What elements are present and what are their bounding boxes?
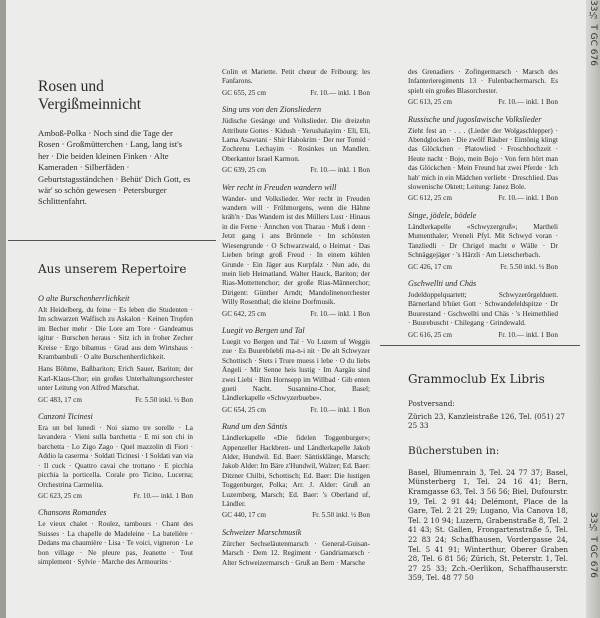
catalog-number: GC 654, 25 cm [222,405,266,414]
album-title: Singe, jödele, bödele [408,210,477,220]
album-tracks: Ländlerkapelle «Die fidelen Toggenburger»; Appenzeller Hackbrett- und Ländlerkapelle Jakob Alder, Hundwil. Ed. Baer: Säntisklänge, Marsch; Jakob Alder: Im Bäre z'Hundwil, Walzer; Ed. Baer: Ditzner Chilbi, Schottisch; Ed. Baer: Die lustigen Toggenburger, Polka; Arr. J. Alder: Gruß an Luzernberg, Marsch; Ed. Baer: 's Oberland uf, Ländler. [222,434,370,509]
album-entry [408,68,558,108]
catalog-number: GC 440, 17 cm [222,511,266,520]
repertoire-column-1 [38,287,193,567]
catalog-number: GC 612, 25 cm [408,194,452,203]
album-catalog-row [408,331,558,340]
album-tracks: Alt Heidelberg, du feine · Es leben die Studenten · Im schwarzen Walfisch zu Askalon · Keinen Tropfen im Becher mehr · Die Lore am Tore · Gandeamus igitur · Burschen heraus · Sitz ich in froher Zecher Kreise · Ergo bibamus · Grad aus dem Wirtshaus · Krambambuli · O alte Burschenherrlichkeit. [38,306,193,362]
album-catalog-row [222,511,370,520]
album-entry [38,412,193,501]
album-entry [38,294,193,405]
catalog-number: GC 623, 25 cm [38,491,82,500]
album-catalog-row [408,98,558,107]
album-entry [222,183,370,319]
intro-title: Rosen und Vergißmeinnicht [38,78,142,113]
price: Fr. 5.50 inkl. ½ Bon [500,262,558,271]
album-tracks: Colin et Mariette. Petit chœur de Fribourg; les Fanfarons. [222,68,370,86]
divider-rule [8,240,216,241]
repertoire-column-3 [408,68,558,340]
repertoire-column-2 [222,68,370,568]
catalog-number: GC 655, 25 cm [222,88,266,97]
album-title: Luegit vo Bergen und Tal [222,325,305,335]
album-catalog-row [222,310,370,319]
album-entry [222,105,370,175]
album-entry [222,68,370,98]
price: Fr. 10.— inkl. 1 Bon [310,405,370,414]
spine-catalog-top: 33⅓ T GC 676 [588,0,598,66]
album-title: Russische und jugoslawische Volkslieder [408,114,542,124]
album-tracks: Wander- und Volkslieder. Wer recht in Freuden wandern will · Frühmorgens, wenn die Hähne kräh'n · Das Wandern ist des Müllers Lust · Hinaus in die Ferne · Ännchen von Tharau · Muß i denn · Jetzt gang i ans Brünnele · Im schönsten Wiesengrunde · O Schwarzwald, o Heimat · Das Lieben bringt groß Freud · In einem kühlen Grunde · Ein Jäger aus Kurpfalz · Nun ade, du mein lieb Heimatland. Walter Hauck, Bariton; der Rias-Mottettenchor; der große Rias-Männerchor; Dirigent: Günther Arndt; Mandolinenorchester Willy Rosenthal; die kleine Dorfmusik. [222,194,370,307]
album-catalog-row [408,194,558,203]
album-title: Wer recht in Freuden wandern will [222,182,337,192]
album-title: Sing uns von den Zionsliedern [222,105,322,115]
price: Fr. 10.— inkl. 1 Bon [310,88,370,97]
album-entry [38,508,193,567]
album-tracks: des Grenadiers · Zofingermarsch · Marsch des Infanterieregiments 13 · Fulenbachermarsch. Es spielt ein großes Blasorchester. [408,68,558,95]
album-tracks: Era un bel lunedi · Noi siamo tre sorelle · La lavandera · Vieni sulla barchetta · E mi son chi in barchetta · Lo Zigo Zago · Quel mazzolin di Fiori · Addio la caserma · Soldati Ticinesi · I Soldati van via · Il cuck · Quattro cavai che trottano · E picchia picchia la porticella. Corale pro Ticino, Lucerna; Orchestrina Carmelita. [38,424,193,489]
club-info [408,372,568,583]
album-title: O alte Burschenherrlichkeit [38,294,130,303]
postal-label: Postversand: [408,399,455,408]
club-title: Grammoclub Ex Libris [408,372,545,386]
album-tracks: Zürcher Sechseläutenmarsch · General-Guisan-Marsch · Dem 12. Regiment · Gandriamarsch · Alter Schweizermarsch · Gruß an Bern · Marsche [222,539,370,567]
price: Fr. 5.50 inkl. ½ Bon [312,511,370,520]
catalog-number: GC 426, 17 cm [408,262,452,271]
intro-tracklist: Amboß-Polka · Noch sind die Tage der Rosen · Großmütterchen · Lang, lang ist's her · Die beiden kleinen Finken · Alte Kameraden · Silberfäden · Geburtstagsständchen · Behüt' Dich Gott, es wär' so schön gewesen · Petersburger Schlittenfahrt. [38,128,191,207]
price: Fr. 10.— inkl. 1 Bon [310,309,370,318]
spine-catalog-bottom: 33⅓ T GC 676 [588,512,598,578]
album-catalog-row [222,89,370,98]
album-entry [222,422,370,521]
shops-title: Bücherstuben in: [408,444,500,457]
price: Fr. 10.— inkl. 1 Bon [133,491,193,500]
postal-address: Zürich 23, Kanzleistraße 126, Tel. (051) 27 25 33 [408,411,565,431]
shops-list: Basel, Blumenrain 3, Tel. 24 77 37; Basel, Münsterberg 1, Tel. 24 16 41; Bern, Kramgasse 63, Tel. 3 56 56; Biel, Dufourstr. 19, Tel. 2 91 44; Delémont, Place de la Gare, Tel. 2 21 29; Lugano, Via Canova 18, Tel. 2 10 94; Luzern, Grabenstraße 8, Tel. 2 41 43; St. Gallen, Frongartenstraße 5, Tel. 22 83 24; Schaffhausen, Vordergasse 24, Tel. 5 41 91; Winterthur, Oberer Graben 28, Tel. 6 81 56; Zürich, St. Peterstr. 1, Tel. 27 25 33; Zch.-Oerlikon, Schaffhauserstr. 359, Tel. 48 77 50 [408,467,568,583]
price: Fr. 10.— inkl. 1 Bon [310,166,370,175]
album-tracks: Luegit vo Bergen und Tal · Vo Luzern uf Weggis zue · Es Buurebüebli ma-n-i nit · De alt Schwyzer Schottisch · Stets i Trure muess i lebe · O du liebs Ängeli · Mir Senne heis lustig · Im Aargäu sind zwei Liebi · Bim Hornsepp im Willbad · Gib enten gueti Nacht. Susannine-Chor, Basel; Ländlerkapelle «Schwyzerbuebe». [222,337,370,403]
catalog-number: GC 642, 25 cm [222,309,266,318]
album-title: Rund um den Säntis [222,422,288,432]
price: Fr. 5.50 inkl. ½ Bon [135,395,193,404]
album-entry [222,528,370,568]
repertoire-title: Aus unserem Repertoire [38,262,187,276]
album-tracks: Jodeldoppelquartett; Schwyzerörgelduett. Bärnerland b'hüet Gott · Schwandefeldspitze · Dr Buurestand · Gschwellti und Chäs · 's Heimethlied · Buurebuscht · Chilegang · Grindewald. [408,290,558,328]
catalog-number: GC 616, 25 cm [408,330,452,339]
album-title: Canzoni Ticinesi [38,412,93,422]
album-performers: Hans Böhme, Baßbariton; Erich Sauer, Bariton; der Karl-Klaus-Chor; ein großes Unterhaltungsorchester unter Leitung von Alfred Matschat. [38,365,193,393]
album-entry [408,211,558,272]
catalog-number: GC 483, 17 cm [38,395,82,404]
album-title: Chansons Romandes [38,508,107,518]
price: Fr. 10.— inkl. 1 Bon [498,98,558,107]
album-catalog-row [38,492,193,501]
album-catalog-row [222,166,370,175]
album-entry [408,279,558,340]
album-tracks: Jüdische Gesänge und Volkslieder. Die dreizehn Attribute Gottes · Kidush · Yerushalayim · Eli, Eli, Lama Asawtani · Shir Habokrim · Der ner Tomid · Zochrenu Lechayim · Rosinkes un Mandlen. Oberkantor Israel Karmon. [222,117,370,163]
album-tracks: Le vieux chalet · Roulez, tambours · Chant des Suisses · La chapelle de Madeleine · La batelière · Dedans ma chaumière · Lisa · Te voici, vigneron · Le bon village · Ne pleure pas, Jeanette · Tout simplement · Sylvie · Marche des Armourins · [38,520,193,566]
album-catalog-row [38,396,193,405]
album-catalog-row [222,406,370,415]
album-title: Gschwellti und Chäs [408,278,477,288]
album-catalog-row [408,263,558,272]
price: Fr. 10.— inkl. 1 Bon [498,194,558,203]
price: Fr. 10.— inkl. 1 Bon [498,330,558,339]
album-tracks: Ländlerkapelle «Schwyzergruß»; Martheli Mumenthaler; Vreneli Pfyl. Mit Schwyd voran · Tanzliedli · Dr Chrigel macht e Wälle · Dr Schnäggejäger · 's Härzli · Am Lietscherbach. [408,222,558,260]
album-entry [408,115,558,204]
catalog-number: GC 639, 25 cm [222,166,266,175]
catalog-number: GC 613, 25 cm [408,98,452,107]
column-1 [38,78,193,208]
album-title: Schweizer Marschmusik [222,527,302,537]
album-entry [222,326,370,415]
club-divider-rule [380,345,580,346]
album-tracks: Zieht fest an · . . . (Lieder der Wolgaschlepper) · Abendglocken · Die zwölf Räuber · Eintönig klingt das Glöckchen · Platowlied · Froschhochzeit · Heute nacht · Bojo, mein Bojo · Von fern hört man das Glöckchen · Mein Freund hat zwei Pferde · Ich hab' mich in ein Mädchen verliebt · Dreschlied. Das slowenische Oktett; Leitung: Janez Bole. [408,126,558,192]
